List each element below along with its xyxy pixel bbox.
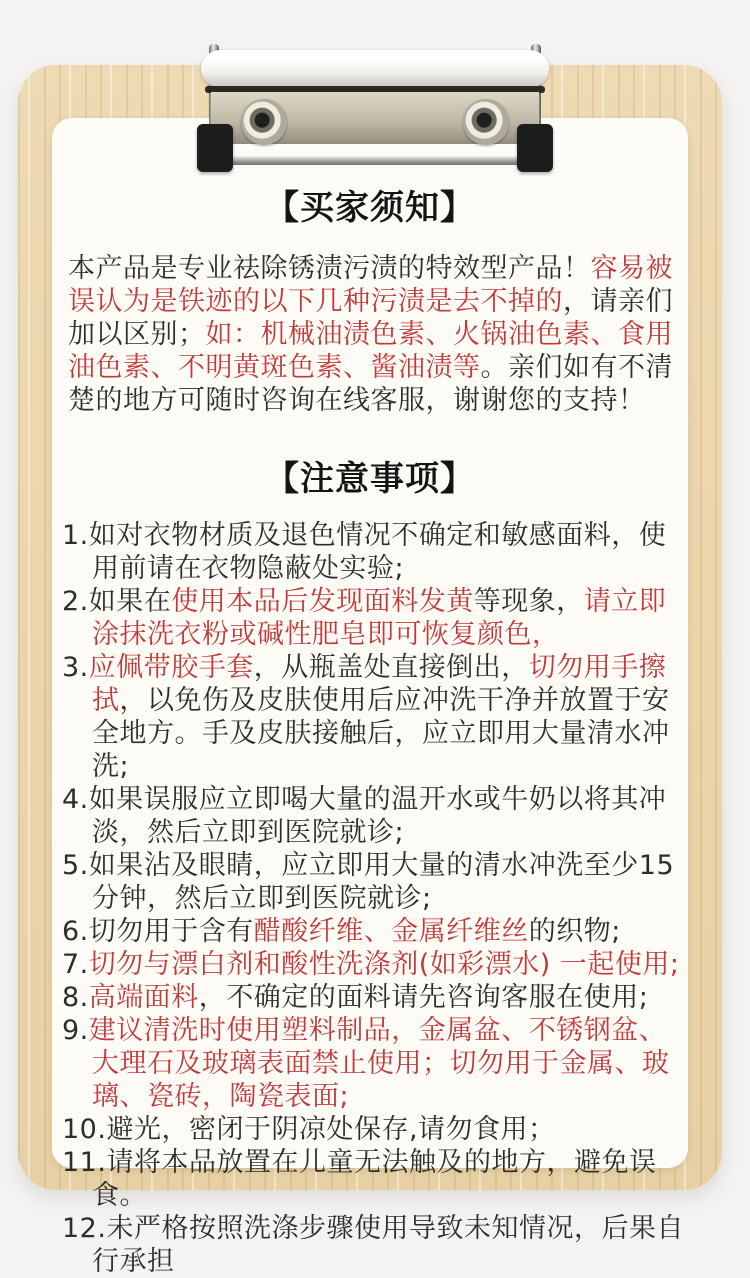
clip-foot-left bbox=[197, 124, 233, 172]
item-number: 2. bbox=[62, 586, 89, 617]
precaution-item bbox=[62, 1212, 684, 1278]
text-segment-black: 如对衣物材质及退色情况不确定和敏感面料，使用前请在衣物隐蔽处实验; bbox=[88, 520, 667, 584]
notice-paper bbox=[52, 118, 688, 1277]
text-segment-red: 使用本品后发现面料发黄 bbox=[171, 586, 474, 617]
clipboard-board bbox=[18, 65, 722, 1277]
text-segment-red: 如：机械油渍色素、火锅油色素、食用油色素、不明黄斑色素、酱油渍等 bbox=[68, 319, 673, 383]
text-segment-red: 应佩带胶手套 bbox=[88, 652, 254, 683]
text-segment-black: 等现象， bbox=[473, 586, 584, 617]
precaution-item bbox=[62, 585, 684, 651]
buyer-notice-title: 【买家须知】 bbox=[265, 188, 475, 228]
text-segment-black: ，请亲们加以区别； bbox=[68, 286, 673, 350]
text-segment-red: 醋酸纤维、金属纤维丝 bbox=[253, 916, 529, 947]
text-segment-black: 本产品是专业祛除锈渍污渍的特效型产品！ bbox=[68, 253, 591, 284]
precaution-item bbox=[62, 1014, 684, 1113]
text-segment-black: ，不确定的面料请先咨询客服在使用; bbox=[198, 982, 649, 1013]
text-segment-red: 高端面料 bbox=[88, 982, 199, 1013]
clip-plate bbox=[211, 92, 539, 144]
clip-foot-right bbox=[517, 124, 553, 172]
text-segment-black: 切勿用于含有 bbox=[88, 916, 254, 947]
precaution-item bbox=[62, 1146, 684, 1212]
text-segment-red: 切勿与漂白剂和酸性洗涤剂(如彩漂水) 一起使用; bbox=[88, 949, 680, 980]
precaution-item bbox=[62, 519, 684, 585]
text-segment-black: 避光，密闭于阴凉处保存,请勿食用； bbox=[106, 1114, 556, 1145]
precaution-item bbox=[62, 651, 684, 783]
text-segment-black: 未严格按照洗涤步骤使用导致未知情况，后果自行承担 bbox=[92, 1213, 684, 1277]
precautions-list bbox=[62, 519, 684, 1278]
buyer-notice-paragraph bbox=[68, 252, 678, 417]
text-segment-red: 请立即涂抹洗衣粉或碱性肥皂即可恢复颜色， bbox=[92, 586, 667, 650]
text-segment-black: 如果误服应立即喝大量的温开水或牛奶以将其冲淡，然后立即到医院就诊; bbox=[88, 784, 667, 848]
text-segment-black: 如果沾及眼睛，应立即用大量的清水冲洗至少15分钟，然后立即到医院就诊; bbox=[88, 850, 675, 914]
text-segment-black: 如果在 bbox=[88, 586, 172, 617]
precaution-item bbox=[62, 849, 684, 915]
item-number: 6. bbox=[62, 916, 89, 947]
item-number: 3. bbox=[62, 652, 89, 683]
clip-rivet-right-icon bbox=[463, 99, 509, 145]
precaution-item bbox=[62, 783, 684, 849]
item-number: 8. bbox=[62, 982, 89, 1013]
text-segment-black: 。亲们如有不清楚的地方可随时咨询在线客服，谢谢您的支持！ bbox=[68, 352, 673, 416]
item-number: 9. bbox=[62, 1015, 89, 1046]
item-number: 7. bbox=[62, 949, 89, 980]
text-segment-black: ，以免伤及皮肤使用后应冲洗干净并放置于安全地方。手及皮肤接触后，应立即用大量清水冲洗; bbox=[92, 685, 670, 782]
text-segment-black: 的织物; bbox=[528, 916, 621, 947]
item-number: 5. bbox=[62, 850, 89, 881]
precaution-item bbox=[62, 1113, 684, 1146]
precaution-item bbox=[62, 948, 684, 981]
text-segment-red: 容易被误认为是铁迹的以下几种污渍是去不掉的 bbox=[68, 253, 673, 317]
item-number: 4. bbox=[62, 784, 89, 815]
precaution-item bbox=[62, 981, 684, 1014]
item-number: 1. bbox=[62, 520, 89, 551]
text-segment-red: 建议清洗时使用塑料制品，金属盆、不锈钢盆、大理石及玻璃表面禁止使用；切勿用于金属、玻璃、瓷砖，陶瓷表面; bbox=[88, 1015, 670, 1112]
text-segment-black: ，从瓶盖处直接倒出， bbox=[253, 652, 529, 683]
clip-top-bar bbox=[201, 50, 549, 88]
precaution-item bbox=[62, 915, 684, 948]
item-number: 12. bbox=[62, 1213, 107, 1244]
item-number: 11. bbox=[62, 1147, 107, 1178]
precautions-title: 【注意事项】 bbox=[265, 459, 475, 499]
clipboard-clip-icon bbox=[195, 38, 555, 180]
text-segment-red: 切勿用手擦拭 bbox=[92, 652, 667, 716]
item-number: 10. bbox=[62, 1114, 107, 1145]
text-segment-black: 请将本品放置在儿童无法触及的地方，避免误食。 bbox=[92, 1147, 657, 1211]
clip-wire-handle bbox=[223, 156, 527, 165]
clip-rivet-left-icon bbox=[241, 99, 287, 145]
